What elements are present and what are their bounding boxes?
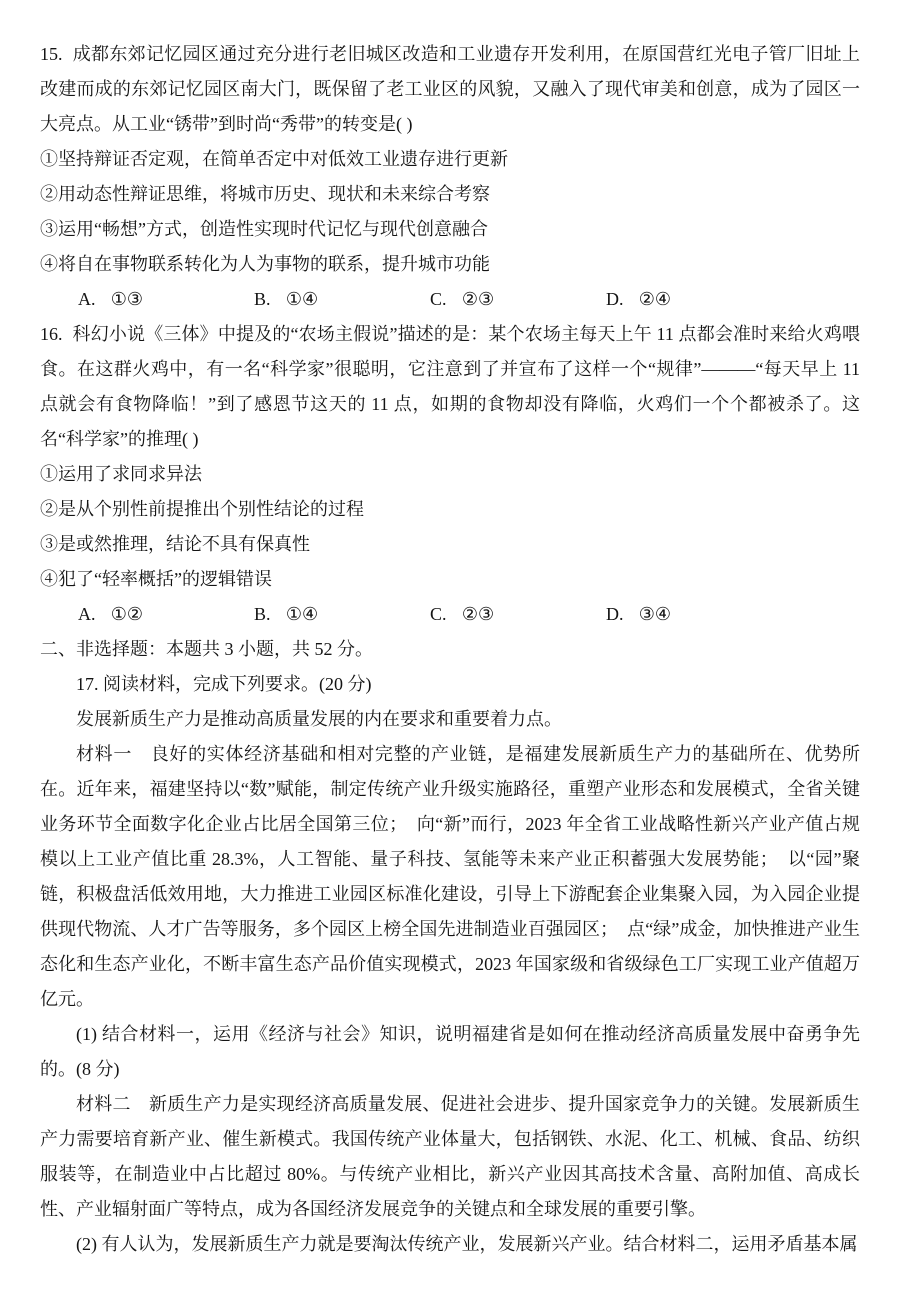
question-17-material-2: 材料二 新质生产力是实现经济高质量发展、促进社会进步、提升国家竞争力的关键。发展新质生产力需要培育新产业、催生新模式。我国传统产业体量大，包括钢铁、水泥、化工、机械、食品、纺织服装等，在制造业中占比超过 80%。与传统产业相比，新兴产业因其高技术含量、高附加值、高成长性、产业辐射面广等特点，成为各国经济发展竞争的关键点和全球发展的重要引擎。	[40, 1094, 860, 1219]
question-15-options	[40, 282, 860, 317]
question-17	[40, 667, 860, 1262]
question-15-number: 15.	[40, 44, 63, 64]
question-16-item-2: ②是从个别性前提推出个别性结论的过程	[40, 499, 364, 519]
option-value: ①④	[285, 289, 319, 309]
question-17-head: 17. 阅读材料，完成下列要求。(20 分)	[76, 674, 372, 694]
question-16-item-4: ④犯了“轻率概括”的逻辑错误	[40, 569, 272, 589]
question-17-part-1: (1) 结合材料一，运用《经济与社会》知识，说明福建省是如何在推动经济高质量发展中奋勇争先的。(8 分)	[40, 1024, 860, 1079]
question-15-item-4: ④将自在事物联系转化为人为事物的联系，提升城市功能	[40, 254, 490, 274]
question-15-item-1: ①坚持辩证否定观，在简单否定中对低效工业遗存进行更新	[40, 149, 508, 169]
question-15-option-b	[254, 282, 430, 317]
question-17-intro: 发展新质生产力是推动高质量发展的内在要求和重要着力点。	[76, 709, 562, 729]
option-label: D.	[606, 604, 624, 624]
question-16-text: 科幻小说《三体》中提及的“农场主假说”描述的是：某个农场主每天上午 11 点都会准时来给火鸡喂食。在这群火鸡中，有一名“科学家”很聪明，它注意到了并宣布了这样一个“规律”———“每天早上 11 点就会有食物降临！”到了感恩节这天的 11 点，如期的食物却没有降临，火鸡们一个个都被杀了。这名“科学家”的推理( )	[40, 324, 860, 449]
option-label: C.	[430, 604, 447, 624]
section-2-title: 二、非选择题：本题共 3 小题，共 52 分。	[40, 639, 373, 659]
question-15-item-3: ③运用“畅想”方式，创造性实现时代记忆与现代创意融合	[40, 219, 488, 239]
question-16-item-3: ③是或然推理，结论不具有保真性	[40, 534, 310, 554]
option-value: ②④	[638, 289, 672, 309]
option-label: A.	[78, 604, 96, 624]
question-16-number: 16.	[40, 324, 63, 344]
option-label: A.	[78, 289, 96, 309]
question-16-option-b	[254, 597, 430, 632]
question-16-stem	[40, 317, 860, 457]
question-15-option-c	[430, 282, 606, 317]
question-15-text: 成都东郊记忆园区通过充分进行老旧城区改造和工业遗存开发利用，在原国营红光电子管厂旧址上改建而成的东郊记忆园区南大门，既保留了老工业区的风貌，又融入了现代审美和创意，成为了园区一大亮点。从工业“锈带”到时尚“秀带”的转变是( )	[40, 44, 860, 134]
question-16	[40, 317, 860, 632]
question-16-option-d	[606, 597, 671, 632]
option-label: B.	[254, 289, 271, 309]
question-17-part-2: (2) 有人认为，发展新质生产力就是要淘汰传统产业，发展新兴产业。结合材料二，运用矛盾基本属	[76, 1234, 858, 1254]
question-15	[40, 37, 860, 317]
option-label: B.	[254, 604, 271, 624]
option-value: ②③	[461, 604, 495, 624]
question-16-option-a	[78, 597, 254, 632]
question-15-option-d	[606, 282, 671, 317]
question-15-option-a	[78, 282, 254, 317]
question-15-stem	[40, 37, 860, 142]
option-value: ①②	[110, 604, 144, 624]
option-value: ①④	[285, 604, 319, 624]
question-17-material-1: 材料一 良好的实体经济基础和相对完整的产业链，是福建发展新质生产力的基础所在、优势所在。近年来，福建坚持以“数”赋能，制定传统产业升级实施路径，重塑产业形态和发展模式，全省关键业务环节全面数字化企业占比居全国第三位； 向“新”而行，2023 年全省工业战略性新兴产业产值占规模以上工业产值比重 28.3%，人工智能、量子科技、氢能等未来产业正积蓄强大发展势能； 以“园”聚链，积极盘活低效用地，大力推进工业园区标准化建设，引导上下游配套企业集聚入园，为入园企业提供现代物流、人才广告等服务，多个园区上榜全国先进制造业百强园区； 点“绿”成金，加快推进产业生态化和生态产业化，不断丰富生态产品价值实现模式，2023 年国家级和省级绿色工厂实现工业产值超万亿元。	[40, 744, 860, 1009]
question-16-options	[40, 597, 860, 632]
question-15-item-2: ②用动态性辩证思维，将城市历史、现状和未来综合考察	[40, 184, 490, 204]
option-value: ②③	[461, 289, 495, 309]
option-value: ①③	[110, 289, 144, 309]
question-16-option-c	[430, 597, 606, 632]
option-value: ③④	[638, 604, 672, 624]
option-label: C.	[430, 289, 447, 309]
option-label: D.	[606, 289, 624, 309]
question-16-item-1: ①运用了求同求异法	[40, 464, 202, 484]
